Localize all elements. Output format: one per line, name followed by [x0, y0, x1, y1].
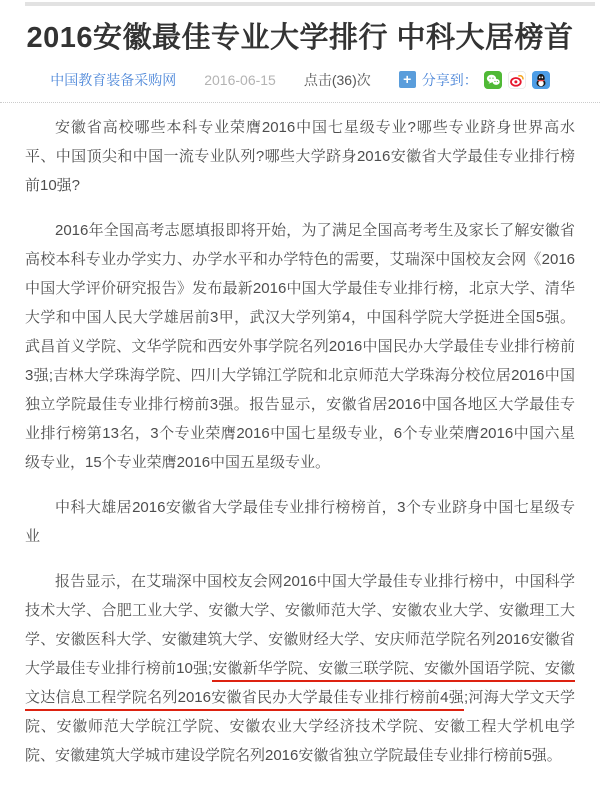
- weibo-icon[interactable]: [508, 71, 526, 89]
- anhui-list-after: ;河海大学文天学院、安徽师范大学皖江学院、安徽农业大学经济技术学院、安徽工程大学机电学院、安徽建筑大学城市建设学院名列2016安徽省独立学院最佳专业排行榜前5强。: [25, 688, 576, 764]
- anhui-list-underlined: 安徽新华学院、安徽三联学院、安徽外国语学院、安徽文达信息工程学院名列2016安徽省民办大学最佳专业排行榜前4强: [25, 660, 575, 711]
- anhui-list-before: 报告显示，在艾瑞深中国校友会网2016中国大学最佳专业排行榜中，中国科学技术大学、合肥工业大学、安徽大学、安徽师范大学、安徽农业大学、安徽理工大学、安徽医科大学、安徽建筑大学、安徽财经大学、安庆师范学院名列2016安徽省大学最佳专业排行榜前10强;: [25, 572, 575, 677]
- share-label: 分享到：: [421, 71, 478, 88]
- source-link[interactable]: 中国教育装备采购网: [50, 71, 177, 88]
- article-meta-row: [0, 70, 600, 90]
- share-toolbar: [399, 70, 550, 90]
- paragraph-anhui-list: [25, 567, 575, 770]
- paragraph-ustc-subhead: 中科大雄居2016安徽省大学最佳专业排行榜榜首，3个专业跻身中国七星级专业: [25, 498, 575, 545]
- paragraph-intro: 安徽省高校哪些本科专业荣膺2016中国七星级专业?哪些专业跻身世界高水平、中国顶尖和中国一流专业队列?哪些大学跻身2016安徽省大学最佳专业排行榜前10强?: [25, 118, 575, 194]
- wechat-icon[interactable]: [484, 71, 502, 89]
- page-title: 2016安徽最佳专业大学排行 中科大居榜首: [26, 22, 574, 54]
- publish-date: 2016-06-15: [204, 71, 276, 88]
- qq-icon[interactable]: [532, 71, 550, 89]
- click-count: 点击(36)次: [303, 71, 371, 88]
- top-divider: [25, 2, 595, 6]
- paragraph-ranking-overview: 2016年全国高考志愿填报即将开始，为了满足全国高考考生及家长了解安徽省高校本科专业办学实力、办学水平和办学特色的需要，艾瑞深中国校友会网《2016中国大学评价研究报告》发布最新2016中国大学最佳专业排行榜，北京大学、清华大学和中国人民大学雄居前3甲，武汉大学列第4，中国科学院大学挺进全国5强。武昌首义学院、文华学院和西安外事学院名列2016中国民办大学最佳专业排行榜前3强;吉林大学珠海学院、四川大学锦江学院和北京师范大学珠海分校位居2016中国独立学院最佳专业排行榜前3强。报告显示，安徽省居2016中国各地区大学最佳专业排行榜第13名，3个专业荣膺2016中国七星级专业，6个专业荣膺2016中国六星级专业，15个专业荣膺2016中国五星级专业。: [25, 221, 575, 471]
- share-plus-icon[interactable]: +: [399, 71, 416, 88]
- article-body: [0, 103, 600, 770]
